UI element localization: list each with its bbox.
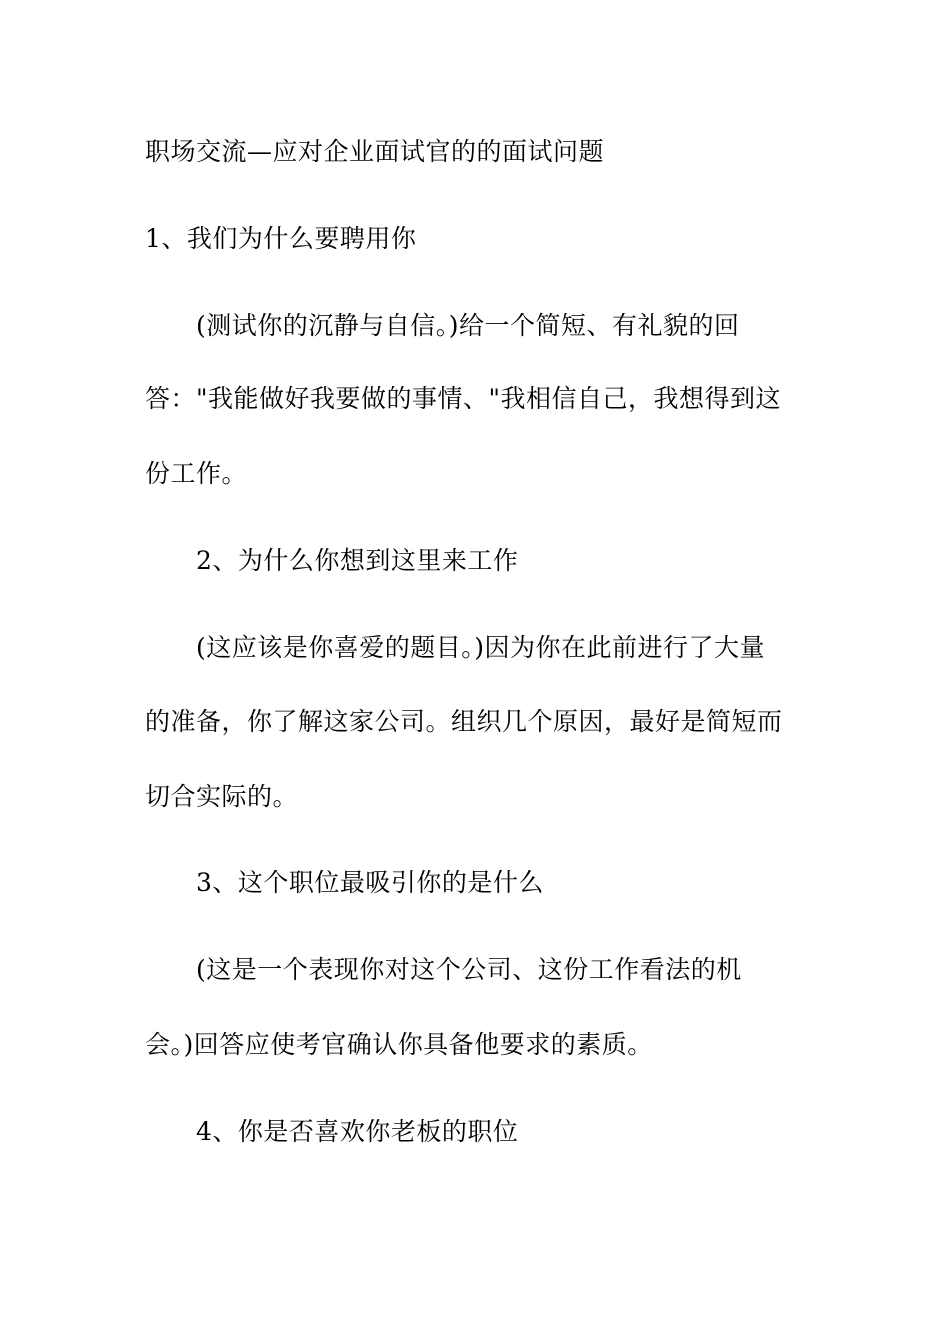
answer-1-line-1: (测试你的沉静与自信。)给一个简短、有礼貌的回 bbox=[196, 311, 740, 340]
answer-1-line-2: 答："我能做好我要做的事情、"我相信自己，我想得到这 bbox=[145, 384, 782, 413]
answer-3-line-1: (这是一个表现你对这个公司、这份工作看法的机 bbox=[196, 955, 742, 984]
question-4: 4、你是否喜欢你老板的职位 bbox=[196, 1117, 519, 1146]
document-title: 职场交流—应对企业面试官的的面试问题 bbox=[145, 137, 605, 166]
question-2: 2、为什么你想到这里来工作 bbox=[196, 546, 519, 575]
answer-2-line-1: (这应该是你喜爱的题目。)因为你在此前进行了大量 bbox=[196, 633, 766, 662]
answer-3-line-2: 会。)回答应使考官确认你具备他要求的素质。 bbox=[145, 1030, 653, 1059]
answer-2-line-2: 的准备，你了解这家公司。组织几个原因，最好是简短而 bbox=[145, 707, 783, 736]
question-3: 3、这个职位最吸引你的是什么 bbox=[196, 868, 544, 897]
answer-1-line-3: 份工作。 bbox=[145, 459, 248, 488]
question-1: 1、我们为什么要聘用你 bbox=[145, 224, 417, 253]
answer-2-line-3: 切合实际的。 bbox=[145, 782, 299, 811]
